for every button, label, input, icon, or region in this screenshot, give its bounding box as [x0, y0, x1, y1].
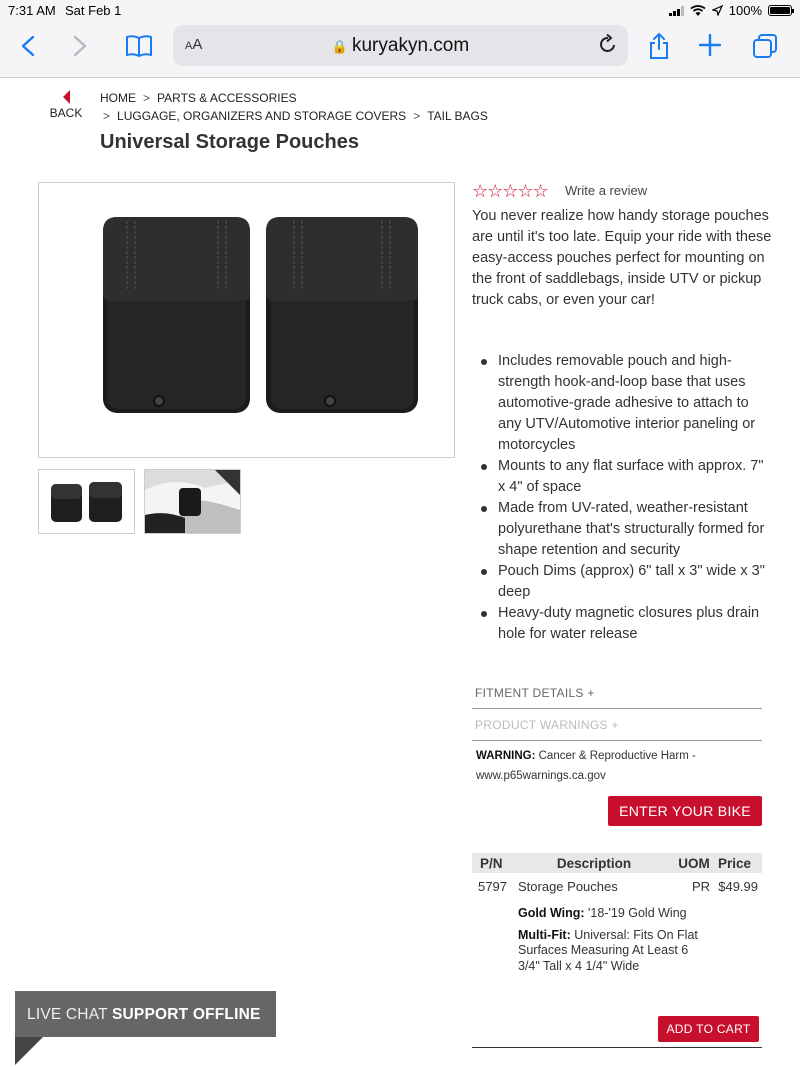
- share-icon[interactable]: [648, 32, 670, 60]
- fitment-text: '18-'19 Gold Wing: [588, 906, 687, 920]
- lock-icon: 🔒: [331, 39, 348, 54]
- thumbnail-installed-image: [145, 470, 240, 533]
- chat-status: SUPPORT OFFLINE: [112, 1006, 261, 1023]
- parts-table: [472, 853, 762, 980]
- breadcrumb-parts-accessories[interactable]: PARTS & ACCESSORIES: [157, 91, 297, 105]
- status-indicators: [669, 3, 792, 18]
- product-warnings-accordion[interactable]: PRODUCT WARNINGS +: [472, 711, 762, 741]
- fitment-entry: [518, 928, 710, 975]
- forward-arrow-icon[interactable]: [72, 35, 88, 57]
- thumbnail-pouches-image: [39, 470, 134, 533]
- warning-label: WARNING:: [476, 750, 536, 762]
- text-size-button[interactable]: AA: [185, 36, 203, 53]
- chat-prefix: LIVE CHAT: [27, 1006, 108, 1023]
- tabs-overview-icon[interactable]: [752, 33, 778, 59]
- reload-icon[interactable]: [598, 33, 618, 55]
- breadcrumb-separator: >: [413, 109, 421, 123]
- breadcrumb-luggage[interactable]: LUGGAGE, ORGANIZERS AND STORAGE COVERS: [117, 109, 407, 123]
- back-label: BACK: [49, 106, 83, 120]
- list-item: Made from UV-rated, weather-resistant polyurethane that's structurally formed for shape retention and security: [480, 498, 770, 561]
- fitment-details-accordion[interactable]: FITMENT DETAILS +: [472, 679, 762, 709]
- breadcrumb-home[interactable]: HOME: [100, 91, 136, 105]
- part-uom: PR: [691, 879, 710, 894]
- feature-list: [480, 351, 770, 645]
- breadcrumb-separator: >: [103, 109, 111, 123]
- list-item: Mounts to any flat surface with approx. 7" x 4" of space: [480, 456, 770, 498]
- product-main-image[interactable]: [38, 182, 455, 458]
- pouches-illustration: [39, 183, 454, 457]
- list-item: Includes removable pouch and high-strength hook-and-loop base that uses automotive-grade adhesive to attach to any UTV/Automotive interior paneling or motorcycles: [480, 351, 770, 456]
- browser-chrome: [0, 0, 800, 78]
- wifi-icon: [690, 5, 706, 17]
- battery-icon: [768, 5, 792, 16]
- fitment-label: Gold Wing:: [518, 906, 585, 920]
- page-title: Universal Storage Pouches: [100, 131, 359, 153]
- add-to-cart-button[interactable]: ADD TO CART: [658, 1016, 759, 1042]
- write-review-link[interactable]: Write a review: [565, 183, 648, 198]
- warning-text: Cancer & Reproductive Harm - www.p65warnings.ca.gov: [476, 750, 696, 782]
- battery-percent: 100%: [728, 3, 762, 18]
- back-triangle-icon: [63, 90, 70, 104]
- url-display[interactable]: [173, 35, 628, 57]
- part-description: Storage Pouches: [518, 879, 618, 894]
- table-row: [472, 873, 762, 894]
- prop65-warning: [476, 746, 766, 786]
- chat-bubble-tail: [15, 1037, 43, 1065]
- table-divider: [472, 1047, 762, 1048]
- list-item: Heavy-duty magnetic closures plus drain hole for water release: [480, 603, 770, 645]
- live-chat-banner[interactable]: [15, 991, 276, 1037]
- part-price: $49.99: [718, 879, 758, 894]
- column-header-price: Price: [714, 853, 762, 873]
- part-number: 5797: [478, 879, 507, 894]
- back-arrow-icon[interactable]: [20, 35, 36, 57]
- fitment-label: Multi-Fit:: [518, 927, 571, 942]
- table-header-row: [472, 853, 762, 873]
- breadcrumb-tail-bags[interactable]: TAIL BAGS: [427, 109, 488, 123]
- rating-stars-icon: ☆☆☆☆☆: [472, 181, 548, 201]
- column-header-pn: P/N: [472, 853, 514, 873]
- breadcrumb: [100, 89, 488, 125]
- new-tab-plus-icon[interactable]: [699, 34, 721, 56]
- status-date: Sat Feb 1: [65, 3, 122, 18]
- product-description: You never realize how handy storage pouches are until it's too late. Equip your ride with these easy-access pouches perfect for mounting on the front of saddlebags, inside UTV or pickup truck cabs, or even your car!: [472, 208, 772, 308]
- fitment-text: Universal: Fits On Flat Surfaces Measuring At Least 6 3/4" Tall x 4 1/4" Wide: [518, 927, 698, 973]
- fitment-entry: [518, 906, 710, 922]
- domain-text: kuryakyn.com: [351, 35, 470, 56]
- column-header-uom: UOM: [674, 853, 714, 873]
- list-item: Pouch Dims (approx) 6" tall x 3" wide x 3" deep: [480, 561, 770, 603]
- thumbnail-installed[interactable]: [144, 469, 241, 534]
- bookmarks-book-icon[interactable]: [125, 34, 153, 58]
- address-bar[interactable]: [173, 25, 628, 66]
- location-arrow-icon: [712, 5, 723, 16]
- status-time: 7:31 AM: [8, 3, 56, 18]
- thumbnail-pouches[interactable]: [38, 469, 135, 534]
- column-header-description: Description: [514, 853, 674, 873]
- cellular-signal-icon: [669, 6, 684, 16]
- enter-your-bike-button[interactable]: ENTER YOUR BIKE: [608, 796, 762, 826]
- back-link[interactable]: [46, 90, 86, 120]
- fitment-row: [472, 894, 762, 980]
- breadcrumb-separator: >: [143, 91, 151, 105]
